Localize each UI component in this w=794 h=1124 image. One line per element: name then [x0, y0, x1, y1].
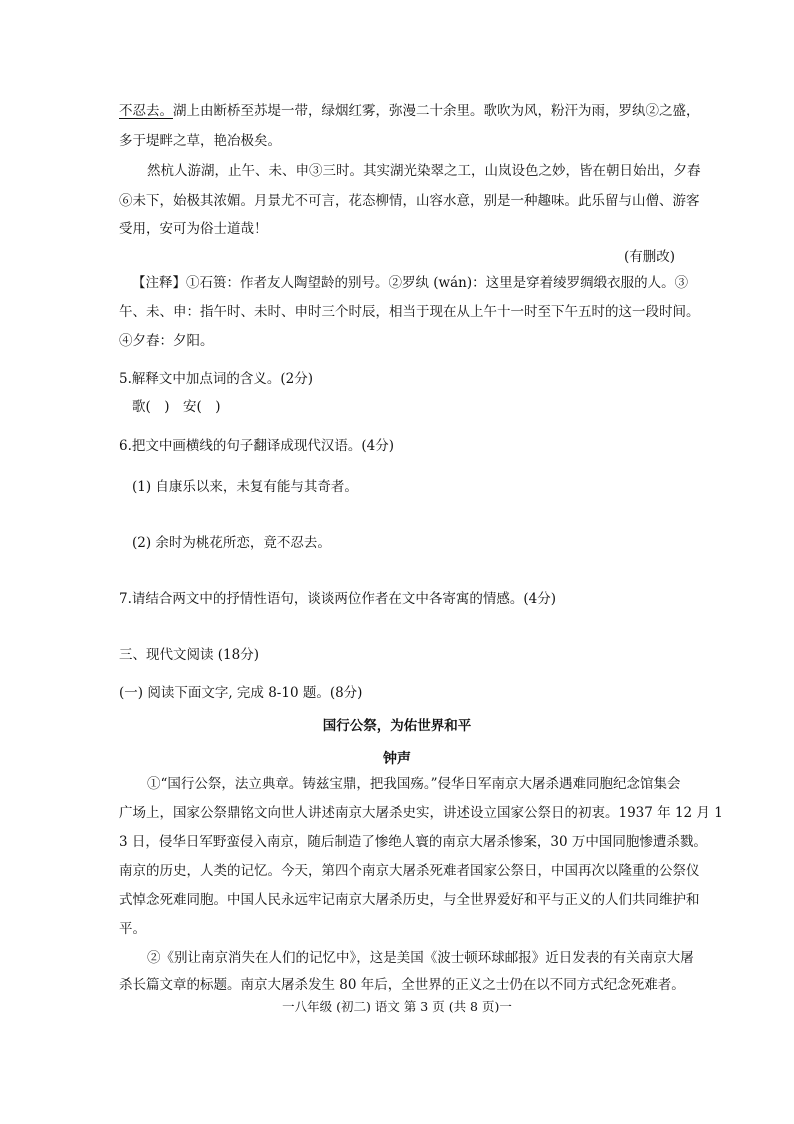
article-paragraph-2-line-2: 杀长篇文章的标题。南京大屠杀发生 80 年后，全世界的正义之士仍在以不同方式纪念死难者。 [119, 977, 685, 993]
annotation-line-1: 【注释】①石篑：作者友人陶望龄的别号。②罗纨 (wán)：这里是穿着绫罗绸缎衣服的人。③ [132, 275, 689, 291]
subsection-heading: (一) 阅读下面文字, 完成 8-10 题。(8分) [119, 685, 363, 701]
article-paragraph-1-line-4: 南京的历史，人类的记忆。今天，第四个南京大屠杀死难者国家公祭日，中国再次以隆重的公祭仪 [119, 863, 700, 879]
section-heading: 三、现代文阅读 (18分) [119, 647, 260, 663]
article-title: 国行公祭，为佑世界和平 [322, 718, 472, 734]
article-paragraph-1-line-5: 式悼念死难同胞。中国人民永远牢记南京大屠杀历史，与全世界爱好和平与正义的人们共同维护和 [119, 892, 700, 908]
passage-line-2: 多于堤畔之草，艳冶极矣。 [119, 133, 281, 149]
article-paragraph-1-line-6: 平。 [119, 921, 146, 937]
annotation-line-3: ④夕舂：夕阳。 [119, 333, 214, 349]
passage-text: 湖上由断桥至苏堤一带，绿烟红雾，弥漫二十余里。歌吹为风，粉汗为雨，罗纨②之盛， [173, 103, 700, 119]
passage-line-1 [119, 101, 700, 121]
article-paragraph-2-line-1: ②《别让南京消失在人们的记忆中》，这是美国《波士顿环球邮报》近日发表的有关南京大屠 [147, 950, 694, 966]
question-5-blanks: 歌( ) 安( ) [132, 399, 221, 415]
article-author: 钟声 [383, 751, 411, 767]
question-6: 6.把文中画横线的句子翻译成现代汉语。(4分) [119, 438, 395, 454]
source-note: (有删改) [623, 249, 675, 265]
page-footer: 一八年级 (初二) 语文 第 3 页 (共 8 页)一 [282, 999, 512, 1014]
annotation-line-2: 午、未、申：指午时、未时、申时三个时辰，相当于现在从上午十一时至下午五时的这一段时间。 [119, 304, 700, 320]
article-paragraph-1-line-1: ①“国行公祭，法立典章。铸兹宝鼎，把我国殇。”侵华日军南京大屠杀遇难同胞纪念馆集会 [147, 776, 681, 792]
passage-paragraph-2-line-2: ⑥未下，始极其浓媚。月景尤不可言，花态柳情，山容水意，别是一种趣味。此乐留与山僧、游客 [119, 193, 700, 209]
question-7: 7.请结合两文中的抒情性语句，谈谈两位作者在文中各寄寓的情感。(4分) [119, 591, 557, 607]
question-6-item-1: (1) 自康乐以来，未复有能与其奇者。 [132, 479, 358, 495]
article-paragraph-1-line-2: 广场上，国家公祭鼎铭文向世人讲述南京大屠杀史实，讲述设立国家公祭日的初衷。1937 年 12 月 1 [119, 805, 723, 821]
passage-paragraph-2-line-1: 然杭人游湖，止午、未、申③三时。其实湖光染翠之工，山岚设色之妙，皆在朝日始出，夕舂 [147, 163, 701, 179]
passage-paragraph-2-line-3: 受用，安可为俗士道哉！ [119, 221, 268, 237]
question-5: 5.解释文中加点词的含义。(2分) [119, 371, 314, 387]
underlined-phrase: 不忍去。 [119, 103, 173, 119]
question-6-item-2: (2) 余时为桃花所恋，竟不忍去。 [132, 535, 331, 551]
article-paragraph-1-line-3: 3 日，侵华日军野蛮侵入南京，随后制造了惨绝人寰的南京大屠杀惨案，30 万中国同胞惨遭杀戮。 [119, 834, 707, 850]
